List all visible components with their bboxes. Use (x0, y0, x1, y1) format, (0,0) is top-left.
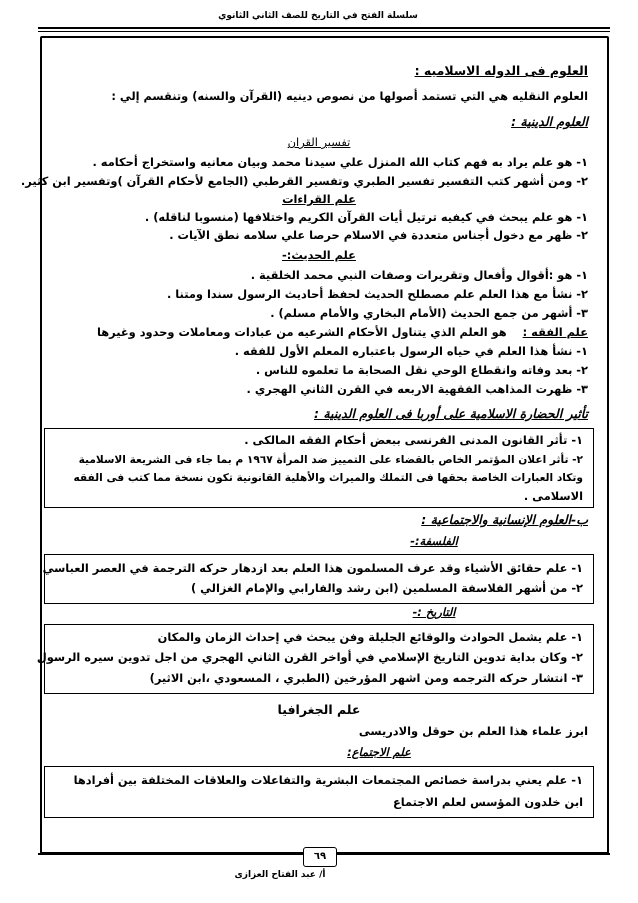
page-number: ٦٩ (303, 847, 337, 867)
influence-line-2b: وتكاد العبارات الخاصة بحقها فى التملك والميراث والأهلية القانونية تكون نسخة مما كتب فى الفقه (73, 472, 583, 484)
influence-heading: تأثير الحضارة الاسلامية على أوربا فى العلوم الدينية : (314, 406, 588, 421)
sociology-title: علم الاجتماع: (347, 745, 411, 759)
influence-box (44, 428, 594, 508)
series-title: سلسلة الفتح في التاريخ للصف الثاني الثانوي (218, 11, 418, 21)
hadith-line-1: ١- هو :أقوال وأفعال وتقريرات وصفات النبي محمد الخلقية . (250, 268, 588, 282)
history-box (36, 624, 594, 694)
history-line-1: ١- علم يشمل الحوادث والوقائع الجليلة وفن يبحث في إحداث الزمان والمكان (157, 630, 583, 644)
religious-sciences-heading: العلوم الدينية : (511, 114, 588, 129)
sociology-line-2: ابن خلدون المؤسس لعلم الاجتماع (392, 795, 583, 809)
history-line-2: ٢- وكان بداية تدوين التاريخ الإسلامي في أواخر القرن الثاني الهجري من اجل تدوين سيره الرسول (36, 650, 583, 664)
tafsir-title: تفسير القران (287, 135, 351, 149)
history-title: التاريخ :- (412, 605, 456, 619)
philosophy-line-1: ١- علم حقائق الأشياء وقد عرف المسلمون هذا العلم بعد ازدهار حركه الترجمة في العصر العباسي (42, 561, 583, 575)
qiraat-line-1: ١- هو علم يبحث في كيفيه ترتيل أيات القرآن الكريم واختلافها (منسوبا لناقله) . (144, 210, 588, 224)
qiraat-line-2: ٢- ظهر مع دخول أجناس متعددة في الاسلام حرصا علي سلامه نطق الآيات . (169, 228, 588, 242)
hadith-line-2: ٢- نشأ مع هذا العلم علم مصطلح الحديث لحفظ أحاديث الرسول سندا ومتنا . (166, 287, 588, 301)
humanities-heading: ب-العلوم الإنسانية والاجتماعية : (421, 512, 588, 527)
history-line-3: ٣- انتشار حركه الترجمه ومن اشهر المؤرخين (الطبري ، المسعودي ،ابن الاثير) (149, 671, 583, 685)
philosophy-line-2: ٢- من أشهر الفلاسفة المسلمين (ابن رشد والفارابي والإمام الغزالي ) (190, 581, 583, 595)
fiqh-label: علم الفقه : (522, 325, 588, 339)
philosophy-box (44, 554, 594, 604)
influence-line-2a: ٢- تأثر اعلان المؤتمر الخاص بالقضاء على التمييز ضد المرأة ١٩٦٧ م بما جاء فى الشريعة الاسلامية (78, 454, 583, 466)
fiqh-row (50, 325, 588, 340)
fiqh-line-3: ٣- ظهرت المذاهب الفقهية الاربعه في القرن الثاني الهجري . (246, 382, 588, 396)
qiraat-title: علم القراءات (282, 192, 356, 206)
sociology-line-1: ١- علم يعني بدراسة خصائص المجتمعات البشرية والتفاعلات والعلاقات المختلفة بين أفرادها (73, 773, 583, 787)
author-name: أ/ عبد الفتاح العزازى (234, 870, 326, 880)
influence-line-2c: الاسلامى . (523, 489, 583, 503)
fiqh-line-1: ١- نشأ هذا العلم في حياه الرسول باعتباره المعلم الأول للفقه . (234, 344, 588, 358)
heading-islamic-sciences: العلوم فى الدوله الاسلاميه : (414, 63, 588, 78)
tafsir-line-1: ١- هو علم يراد به فهم كتاب الله المنزل علي سيدنا محمد وبيان معانيه واستخراج أحكامه . (92, 155, 588, 169)
geography-line-1: ابرز علماء هذا العلم بن حوقل والادريسى (358, 724, 588, 738)
philosophy-title: الفلسفة:- (410, 534, 458, 548)
fiqh-definition: هو العلم الذي يتناول الأحكام الشرعيه من عبادات ومعاملات وحدود وغيرها (96, 325, 507, 339)
sociology-box (44, 766, 594, 818)
geography-title: علم الجغرافيا (277, 702, 361, 717)
hadith-line-3: ٣- أشهر من جمع الحديث (الأمام البخاري والأمام مسلم) . (270, 306, 588, 320)
header-rule (38, 27, 610, 29)
influence-line-1: ١- تأثر القانون المدنى الفرنسى ببعض أحكام الفقه المالكى . (244, 433, 583, 447)
intro-line: العلوم النقليه هي التي تستمد أصولها من نصوص دينيه (القرآن والسنه) وتنقسم إلي : (111, 89, 588, 103)
hadith-title: علم الحديث:- (282, 248, 356, 262)
fiqh-line-2: ٢- بعد وفاته وانقطاع الوحي نقل الصحابة ما تعلموه للناس . (255, 363, 588, 377)
header-rule-thin (38, 31, 610, 32)
tafsir-line-2: ٢- ومن أشهر كتب التفسير تفسير الطبري وتفسير القرطبي (الجامع لأحكام القرآن )وتفسير ابن كثير. (20, 174, 588, 188)
